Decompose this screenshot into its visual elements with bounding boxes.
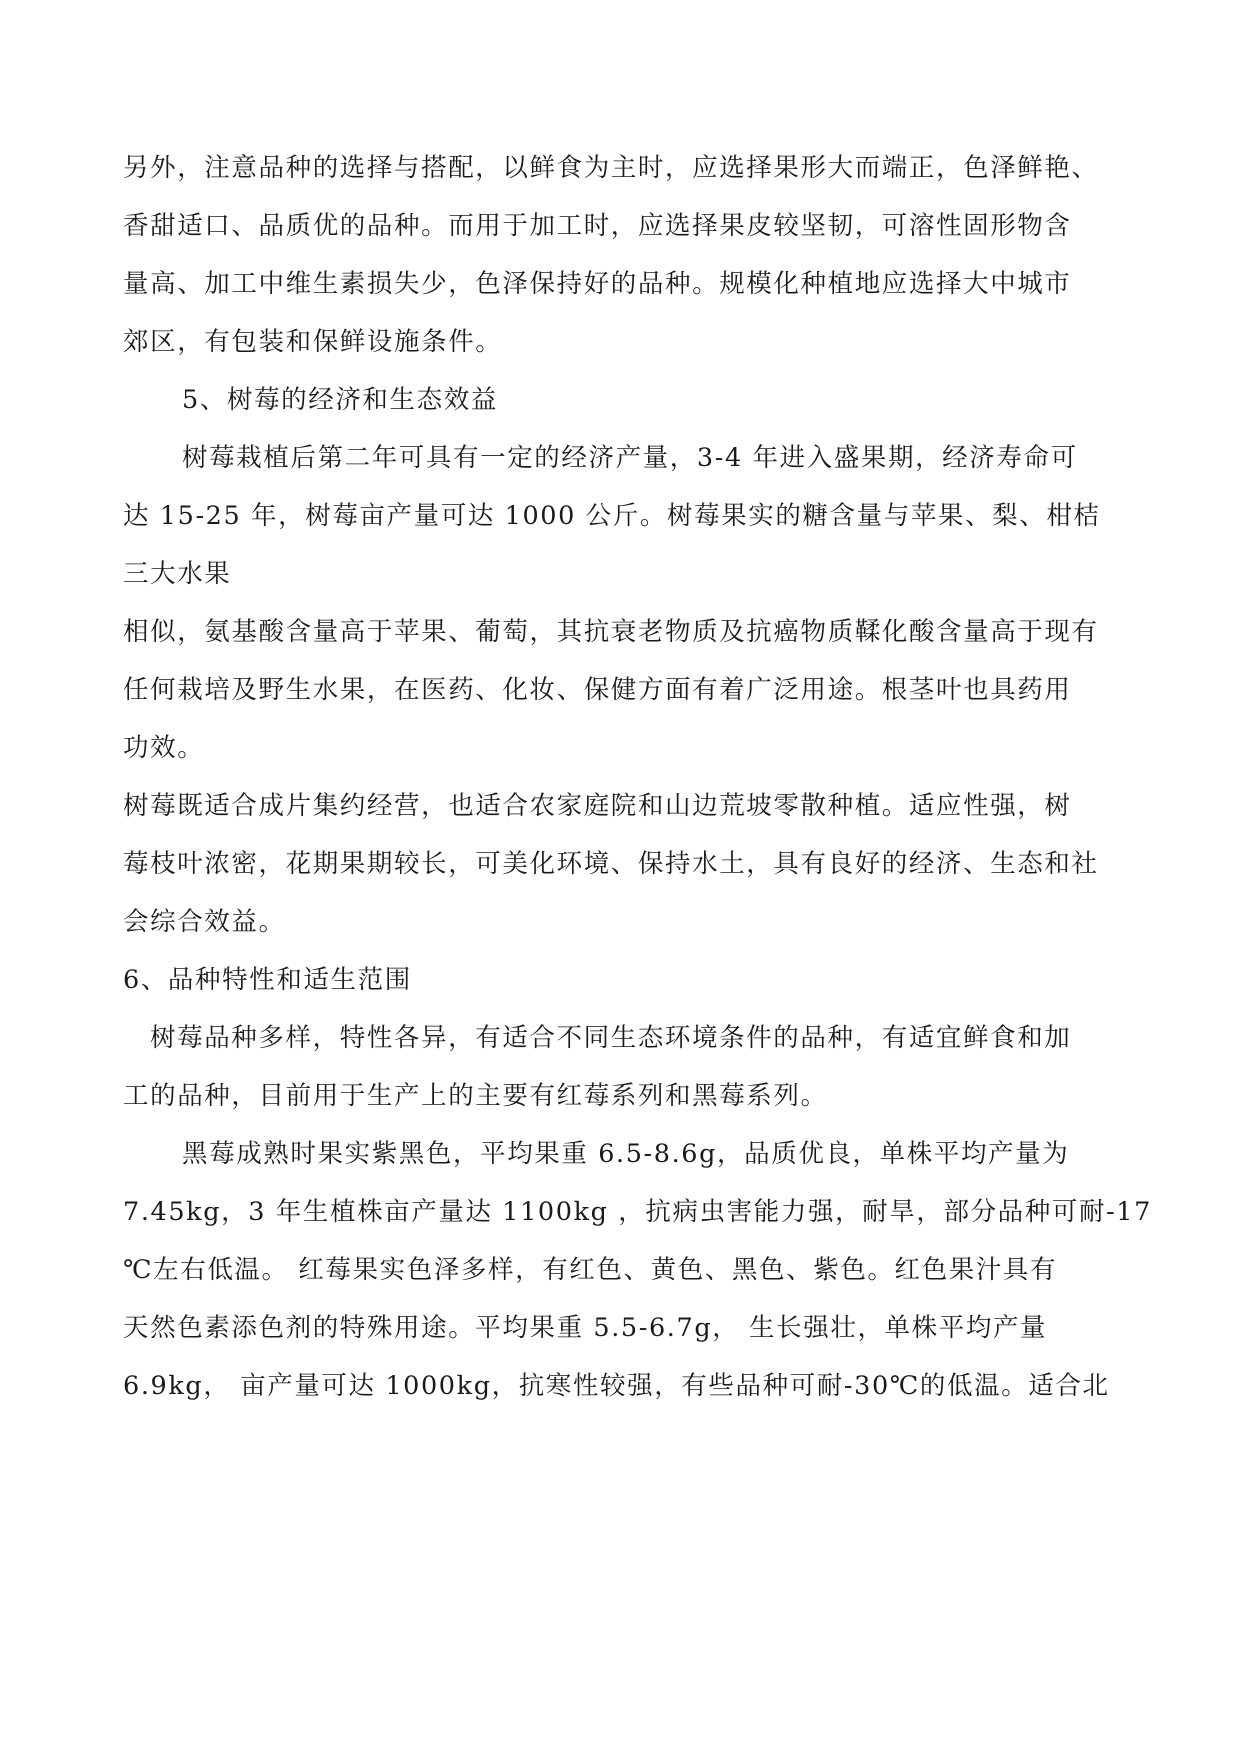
text-line: 树莓品种多样，特性各异，有适合不同生态环境条件的品种，有适宜鲜食和加	[150, 1023, 1072, 1053]
text-line: 树莓栽植后第二年可具有一定的经济产量，3-4 年进入盛果期，经济寿命可	[182, 443, 1078, 473]
text-line: 工的品种，目前用于生产上的主要有红莓系列和黑莓系列。	[123, 1081, 828, 1111]
text-line: 会综合效益。	[123, 907, 286, 937]
section-heading: 5、树莓的经济和生态效益	[182, 385, 498, 415]
text-line: ℃左右低温。 红莓果实色泽多样，有红色、黄色、黑色、紫色。红色果汁具有	[123, 1255, 1058, 1285]
text-line: 达 15-25 年，树莓亩产量可达 1000 公斤。树莓果实的糖含量与苹果、梨、柑桔	[123, 501, 1101, 531]
text-line: 另外，注意品种的选择与搭配，以鲜食为主时，应选择果形大而端正，色泽鲜艳、	[123, 153, 1099, 183]
text-line: 三大水果	[123, 559, 232, 589]
text-line: 香甜适口、品质优的品种。而用于加工时，应选择果皮较坚韧，可溶性固形物含	[123, 211, 1072, 241]
text-line: 功效。	[123, 733, 205, 763]
text-line: 莓枝叶浓密，花期果期较长，可美化环境、保持水土，具有良好的经济、生态和社	[123, 849, 1099, 879]
text-line: 量高、加工中维生素损失少，色泽保持好的品种。规模化种植地应选择大中城市	[123, 269, 1072, 299]
text-line: 任何栽培及野生水果，在医药、化妆、保健方面有着广泛用途。根茎叶也具药用	[123, 675, 1072, 705]
text-line: 7.45kg，3 年生植株亩产量达 1100kg ，抗病虫害能力强，耐旱，部分品种可耐-17	[123, 1197, 1152, 1227]
text-line: 相似，氨基酸含量高于苹果、葡萄，其抗衰老物质及抗癌物质鞣化酸含量高于现有	[123, 617, 1099, 647]
text-line: 郊区，有包装和保鲜设施条件。	[123, 327, 503, 357]
text-line: 黑莓成熟时果实紫黑色，平均果重 6.5-8.6g，品质优良，单株平均产量为	[182, 1139, 1070, 1169]
section-heading: 6、品种特性和适生范围	[123, 965, 412, 995]
text-line: 天然色素添色剂的特殊用途。平均果重 5.5-6.7g， 生长强壮，单株平均产量	[123, 1313, 1048, 1343]
text-line: 6.9kg， 亩产量可达 1000kg，抗寒性较强，有些品种可耐-30℃的低温。适合北	[123, 1371, 1110, 1401]
text-line: 树莓既适合成片集约经营，也适合农家庭院和山边荒坡零散种植。适应性强，树	[123, 791, 1072, 821]
